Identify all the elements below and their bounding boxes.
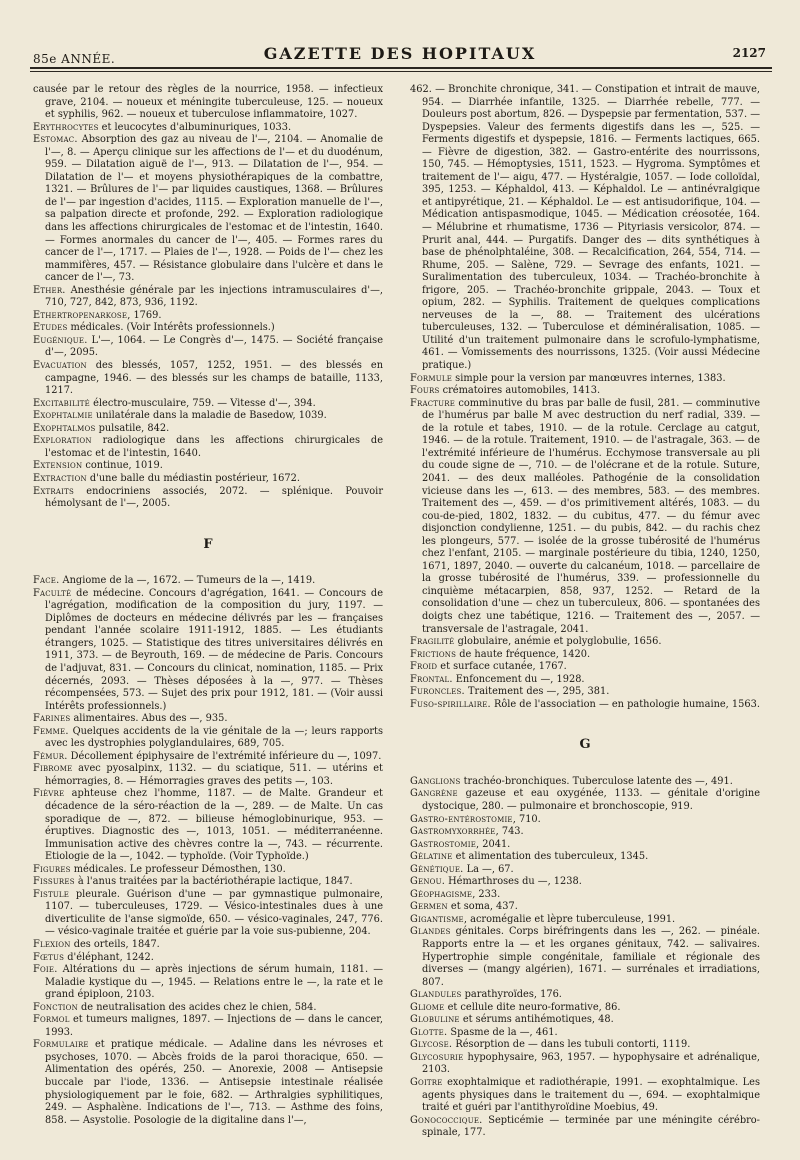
index-entry [33,788,383,863]
entry-text: endocriniens associés, 2072. — splénique. Pouvoir hémolysant de l'—, 2005. [45,485,383,510]
entry-text: et leucocytes d'albuminuriques, 1033. [98,121,292,133]
entry-heading: Goitre [410,1077,443,1089]
index-entry [410,926,760,989]
right-entries-top [410,84,760,711]
section-letter-f: F [203,536,213,552]
index-entry [33,398,383,411]
entry-heading: Gastromyxorrhée [410,826,496,838]
entry-heading: Figures [33,863,71,875]
index-entry [33,939,383,952]
entry-text: Quelques accidents de la vie génitale de la —; leurs rapports avec les dystrophies polyglandulaires, 689, 705. [45,725,383,750]
entry-text: simple pour la version par manœuvres internes, 1383. [452,372,726,384]
entry-text: La —, 67. [463,863,514,875]
index-entry [33,310,383,323]
index-entry [33,876,383,889]
index-entry [33,360,383,398]
entry-heading: Glandules [410,989,462,1001]
entry-text: Traitement des —, 295, 381. [464,686,610,698]
index-entry [33,952,383,965]
entry-heading: Gélatine [410,851,453,863]
index-entry [410,674,760,687]
index-entry [33,1002,383,1015]
entry-heading: Extraction [33,472,87,484]
entry-text: 462. — Bronchite chronique, 341. — Constipation et intrait de mauve, 954. — Diarrhée infantile, 1325. — Diarrhée rebelle, 777. — Douleurs post abortum, 826. — Dyspepsie par fermentation, 537. — Dyspepsies. Valeur des ferments digestifs dans les —, 525. — Ferments digestifs et dyspepsie, 1816. — Ferments lactiques, 665. — Fièvre de digestion, 382. — Gastro-entérite des nourrissons, 150, 745. — Hémoptysies, 1511, 1523. — Hygroma. Symptômes et traitement de l'— aigu, 477. — Hystéralgie, 1057. — Iode colloïdal, 395, 1253. — Képhaldol, 413. — Képhaldol. Le — antinévralgique et antipyrétique, 21. — Képhaldol. Le — est antisudorifique, 104. — Médication antispasmodique, 1045. — Médication créosotée, 164. — Mélubrine et rhumatisme, 1736 — Pityriasis versicolor, 874. — Prurit anal, 444. — Purgatifs. Danger des — dits synthétiques à base de phénolphtaléine, 308. — Recalcification, 264, 554, 714. — Rhume, 205. — Salène, 729. — Sevrage des enfants, 1021. — Suralimentation des tuberculeux, 1034. — Trachéo-bronchite à frigore, 205. — Trachéo-bronchite grippale, 2043. — Toux et opium, 282. — Syphilis. Traitement de quelques complications nerveuses de la —, 88. — Traitement des ulcérations tuberculeuses, 132. — Tuberculose et déminéralisation, 1085. — Utilité d'un traitement pulmonaire dans le scrofulo-lymphatisme, 461. — Vomissements des nourrissons, 1325. (Voir aussi Médecine pratique.) [410,84,760,372]
index-entry [33,473,383,486]
index-entry [410,373,760,386]
entry-heading: Exploration [33,435,92,447]
entry-text: radiologique dans les affections chirurgicales de l'estomac et de l'intestin, 1640. [45,435,383,459]
entry-text: , 710. [512,813,541,825]
entry-text: Absorption des gaz au niveau de l'—, 2104. — Anomalie de l'—, 8. — Aperçu clinique sur les affections de l'— et du duodénum, 959. — Dilatation aiguë de l'—, 913. — Dilatation de l'—, 954. — Dilatation de l'— et moyens physiothérapiques de la combattre, 1321. — Brûlures de l'— par liquides caustiques, 1368. — Brûlures de l'— par ingestion d'acides, 1115. — Exploration manuelle de l'—, sa palpation directe et profonde, 292. — Exploration radiologique dans les affections chirurgicales de l'estomac et de l'intestin, 1640. — Formes anormales du cancer de l'—, 405. — Formes rares du cancer de l'—, 1717. — Plaies de l'—, 1928. — Poids de l'— chez les mammifères, 457. — Résistance globulaire dans l'ulcère et dans le cancer de l'—, 73. [45,134,383,284]
index-entry [410,1002,760,1015]
entry-text: et sérums antihémotiques, 48. [459,1014,614,1026]
entry-heading: Excitabilité [33,397,90,409]
index-entry [33,726,383,751]
entry-text: crématoires automobiles, 1413. [439,385,601,397]
entry-text: électro-musculaire, 759. — Vitesse d'—, 394. [89,397,316,409]
index-entry [33,763,383,788]
entry-heading: Fissures [33,876,75,888]
entry-text: d'éléphant, 1242. [64,951,154,963]
entry-text: Altérations du — après injections de sérum humain, 1181. — Maladie kystique du —, 1945. — Relations entre le —, la rate et le grand épiploon, 2103. [45,964,383,1001]
index-entry [33,1014,383,1039]
entry-text: , 743. [495,826,524,838]
index-entry [410,1039,760,1052]
entry-text: hypophysaire, 963, 1957. — hypophysaire et adrénalique, 2103. [422,1051,760,1076]
index-entry [33,435,383,460]
index-entry [33,751,383,764]
entry-heading: Frontal. [410,673,453,685]
entry-heading: Fœtus [33,951,65,963]
entry-text: gazeuse et eau oxygénée, 1133. — génitale d'origine dystocique, 280. — pulmonaire et bronchoscopie, 919. [422,788,760,812]
index-entry [410,398,760,636]
entry-heading: Glotte. [410,1026,448,1038]
index-entry [410,84,760,373]
entry-heading: Ethertropenarkose [33,309,128,321]
index-entry [410,1077,760,1115]
index-entry [410,661,760,674]
entry-heading: Gigantisme [410,913,464,925]
index-entry [410,636,760,649]
entry-text: globulaire, anémie et polyglobulie, 1656. [454,636,662,648]
entry-text: et surface cutanée, 1767. [437,661,567,673]
entry-heading: Genou. [410,876,446,888]
entry-heading: Fonction [33,1001,78,1013]
entry-text: médicales. Le professeur Démosthen, 130. [70,863,286,875]
left-entries-top [33,84,383,511]
entry-heading: Exophtalmie [33,410,93,422]
entry-heading: Extraits [33,485,74,497]
entry-text: pleurale. Guérison d'une — par gymnastique pulmonaire, 1107. — tuberculeuses, 1729. — Vésico-intestinales dues à une diverticulite de l'anse sigmoïde, 650. — vésico-vaginales, 247, 776. — vésico-vaginale traitée et guérie par la voie sus-pubienne, 204. [45,888,383,938]
index-entry [33,410,383,423]
entry-heading: Ether. [33,284,66,296]
index-entry [410,699,760,712]
entry-heading: Fracture [410,397,456,409]
index-entry [410,864,760,877]
index-entry [410,851,760,864]
entry-text: alimentaires. Abus des —, 935. [70,713,228,725]
index-entry [33,84,383,122]
year-label: 85e ANNÉE. [33,52,116,66]
index-entry [410,814,760,827]
entry-heading: Erythrocytes [33,121,99,133]
entry-heading: Etudes [33,322,68,334]
entry-text: médicales. (Voir Intérêts professionnels.) [67,322,275,334]
entry-text: Décollement épiphysaire de l'extrémité inférieure du —, 1097. [67,750,382,762]
header-rule-thin [30,71,772,72]
entry-text: continue, 1019. [82,460,163,472]
index-entry [410,1014,760,1027]
entry-text: exophtalmique et radiothérapie, 1991. — exophtalmique. Les agents physiques dans le traitement du —, 694. — exophtalmique traité et guéri par l'antithyroïdine Moebius, 49. [422,1077,760,1114]
entry-text: parathyroïdes, 176. [461,989,562,1001]
entry-text: comminutive du bras par balle de fusil, 281. — comminutive de l'humérus par balle M avec destruction du nerf radial, 339. — de la rotule et tabes, 1910. — de la rotule. Cerclage au catgut, 1946. — de la rotule. Traitement, 1910. — de l'astragale, 363. — de l'extrémité inférieure de l'humérus. Ecchymose transversale au pli du coude signe de —, 710. — de l'olécrane et de la rotule. Suture, 2041. — des deux malléoles. Pathogénie de la consolidation vicieuse dans les —, 613. — des membres, 583. — des membres. Traitement des —, 459. — d'os primitivement altérés, 1083. — du cou-de-pied, 1802, 1832. — du cubitus, 477. — du fémur avec disjonction condylienne, 1251. — du pubis, 842. — du rachis chez les plongeurs, 577. — isolée de la grosse tubérosité de l'humérus chez l'enfant, 2105. — marginale postérieure du tibia, 1240, 1250, 1671, 1897, 2040. — ouverte du calcanéum, 1018. — parcellaire de la grosse tubérosité de l'humérus, 339. — professionnelle du cinquième métacarpien, 858, 937, 1252. — Retard de la consolidation d'une — chez un tuberculeux, 806. — spontanées des doigts chez une tabétique, 1216. — Traitement des —, 2057. — transversale de l'astragale, 2041. [422,397,760,635]
entry-heading: Gangrène [410,788,458,800]
entry-heading: Globuline [410,1014,460,1026]
entry-text: et cellule dite neuro-formative, 86. [444,1001,621,1013]
entry-text: à l'anus traitées par la bactériothérapie lactique, 1847. [74,876,353,888]
entry-heading: Exophtalmos [33,422,96,434]
header-rule [30,67,772,69]
entry-heading: Farines [33,713,71,725]
entry-heading: Ganglions [410,775,461,787]
entry-heading: Glycosurie [410,1051,464,1063]
index-entry [33,575,383,588]
index-entry [410,1115,760,1140]
left-entries-bottom [33,575,383,1127]
entry-heading: Furoncles. [410,686,465,698]
entry-text: génitales. Corps biréfringents dans les —, 262. — pinéale. Rapports entre la — et les organes génitaux, 742. — salivaires. Hypertrophie simple congénitale, familiale et régionale des diverses — (mangy algérien), 1671. — surrénales et irradiations, 807. [422,926,760,988]
entry-text: , 2041. [476,838,511,850]
entry-heading: Froid [410,661,438,673]
index-entry [33,322,383,335]
index-entry [33,460,383,473]
entry-text: pulsatile, 842. [95,422,170,434]
entry-heading: Gliome [410,1001,445,1013]
entry-heading: Fémur. [33,750,68,762]
index-entry [33,285,383,310]
index-entry [410,889,760,902]
index-entry [410,839,760,852]
left-column [33,84,383,1127]
entry-text: Rôle de l'association — en pathologie humaine, 1563. [490,698,760,710]
entry-heading: Foie. [33,964,58,976]
entry-heading: Germen [410,901,448,913]
entry-text: causée par le retour des règles de la nourrice, 1958. — infectieux grave, 2104. — noueux et méningite tuberculeuse, 125. — noueux et syphilis, 962. — noueux et tuberculose inflammatoire, 1027. [33,84,383,121]
index-entry [33,889,383,939]
index-entry [410,686,760,699]
entry-heading: Fièvre [33,788,65,800]
entry-heading: Glycose. [410,1039,453,1051]
entry-text: trachéo-bronchiques. Tuberculose latente des —, 491. [460,775,733,787]
index-entry [410,1027,760,1040]
entry-text: , 1769. [127,309,162,321]
index-entry [410,989,760,1002]
entry-heading: Fistule [33,888,70,900]
index-entry [33,1039,383,1127]
entry-text: de médecine. Concours d'agrégation, 1641. — Concours de l'agrégation, modification de la composition du jury, 1197. — Diplômes de docteurs en médecine délivrés par les — françaises pendant l'année scolaire 1911-1912, 1885. — Les étudiants étrangers, 1025. — Statistique des titres universitaires délivrés en 1911, 373. — de Beyrouth, 169. — de médecine de Paris. Concours de l'adjuvat, 831. — Concours du clinicat, nomination, 1185. — Prix décernés, 2093. — Thèses déposées à la —, 977. — Thèses récompensées, 573. — Sujet des prix pour 1912, 181. — (Voir aussi Intérêts professionnels.) [45,587,383,712]
index-entry [410,876,760,889]
entry-text: et pratique médicale. — Adaline dans les névroses et psychoses, 1070. — Abcès froids de la paroi thoracique, 650. — Alimentation des opérés, 250. — Anorexie, 2008 — Antisepsie buccale par l'iode, 1336. — Antisepsie intestinale réalisée physiologiquement par le foie, 682. — Arthralgies syphilitiques, 249. — Asphalène. Indications de l'—, 713. — Asthme des foins, 858. — Asystolie. Posologie de la digitaline dans l'—, [45,1039,383,1126]
index-entry [33,134,383,285]
entry-text: de neutralisation des acides chez le chien, 584. [77,1001,317,1013]
entry-text: L'—, 1064. — Le Congrès d'—, 1475. — Société française d'—, 2095. [45,334,383,359]
index-entry [410,826,760,839]
entry-heading: Evacuation [33,360,87,372]
entry-heading: Extension [33,460,83,472]
index-entry [410,914,760,927]
entry-heading: Fragilité [410,636,455,648]
index-entry [410,649,760,662]
index-entry [410,385,760,398]
entry-text: aphteuse chez l'homme, 1187. — de Malte. Grandeur et décadence de la séro-réaction de la —, 289. — de Malte. Un cas sporadique de —, 872. — bilieuse hémoglobinurique, 953. — éruptives. Diagnostic des —, 1013, 1051. — méditerranéenne. Immunisation active des chèvres contre la —, 743. — récurrente. Etiologie de la —, 1042. — typhoïde. (Voir Typhoïde.) [45,788,383,863]
entry-text: des blessés, 1057, 1252, 1951. — des blessés en campagne, 1946. — des blessés sur les champs de bataille, 1133, 1217. [45,360,383,397]
index-entry [33,335,383,360]
entry-heading: Génétique. [410,863,464,875]
index-entry [33,423,383,436]
entry-text: Septicémie — terminée par une méningite cérébro-spinale, 177. [422,1114,760,1139]
index-entry [33,486,383,511]
entry-heading: Formulaire [33,1039,89,1051]
index-entry [33,713,383,726]
entry-heading: Gonococcique. [410,1114,483,1126]
index-entry [410,776,760,789]
entry-heading: Formol [33,1014,70,1026]
right-entries-bottom [410,776,760,1140]
entry-text: et tumeurs malignes, 1897. — Injections de — dans le cancer, 1993. [45,1014,383,1038]
index-entry [410,1052,760,1077]
page-number: 2127 [732,46,766,60]
entry-heading: Fibrome [33,763,73,775]
entry-text: Angiome de la —, 1672. — Tumeurs de la —, 1419. [59,575,316,587]
index-entry [33,864,383,877]
entry-heading: Flexion [33,939,71,950]
entry-text: , acromégalie et lèpre tuberculeuse, 1991. [463,913,676,925]
entry-heading: Fuso-spirillaire. [410,698,491,710]
index-entry [33,964,383,1002]
entry-text: Spasme de la —, 461. [447,1026,558,1038]
entry-text: Anesthésie générale par les injections intramusculaires d'—, 710, 727, 842, 873, 936, 1192. [45,284,383,309]
entry-text: d'une balle du médiastin postérieur, 1672. [86,472,300,484]
index-entry [33,588,383,713]
entry-text: unilatérale dans la maladie de Basedow, 1039. [92,410,327,422]
entry-heading: Glandes [410,926,451,938]
index-entry [33,122,383,135]
entry-text: Enfoncement du —, 1928. [452,673,585,685]
entry-heading: Eugénique. [33,334,88,346]
entry-text: des orteils, 1847. [70,939,160,950]
entry-text: et soma, 437. [447,901,518,913]
entry-text: avec pyosalpinx, 1132. — du sciatique, 511. — utérins et hémorragies, 8. — Hémorragies graves des petits —, 103. [45,763,383,787]
entry-heading: Faculté [33,587,72,599]
entry-text: , 233. [472,888,501,900]
entry-heading: Gastrostomie [410,838,477,850]
entry-heading: Face. [33,575,60,587]
entry-text: de haute fréquence, 1420. [456,648,591,660]
entry-text: Résorption de — dans les tubuli contorti, 1119. [452,1039,691,1051]
entry-heading: Frictions [410,648,457,660]
entry-heading: Estomac. [33,134,78,146]
section-letter-g: G [579,737,591,753]
entry-heading: Femme. [33,725,69,737]
entry-text: Hémarthroses du —, 1238. [445,876,582,888]
index-entry [410,788,760,813]
entry-heading: Géophagisme [410,888,473,900]
journal-title: GAZETTE DES HOPITAUX [263,44,537,63]
entry-heading: Formule [410,372,453,384]
index-entry [410,901,760,914]
entry-text: et alimentation des tuberculeux, 1345. [452,851,649,863]
entry-heading: Gastro-entérostomie [410,813,513,825]
right-column [410,84,760,1140]
entry-heading: Fours [410,385,440,397]
